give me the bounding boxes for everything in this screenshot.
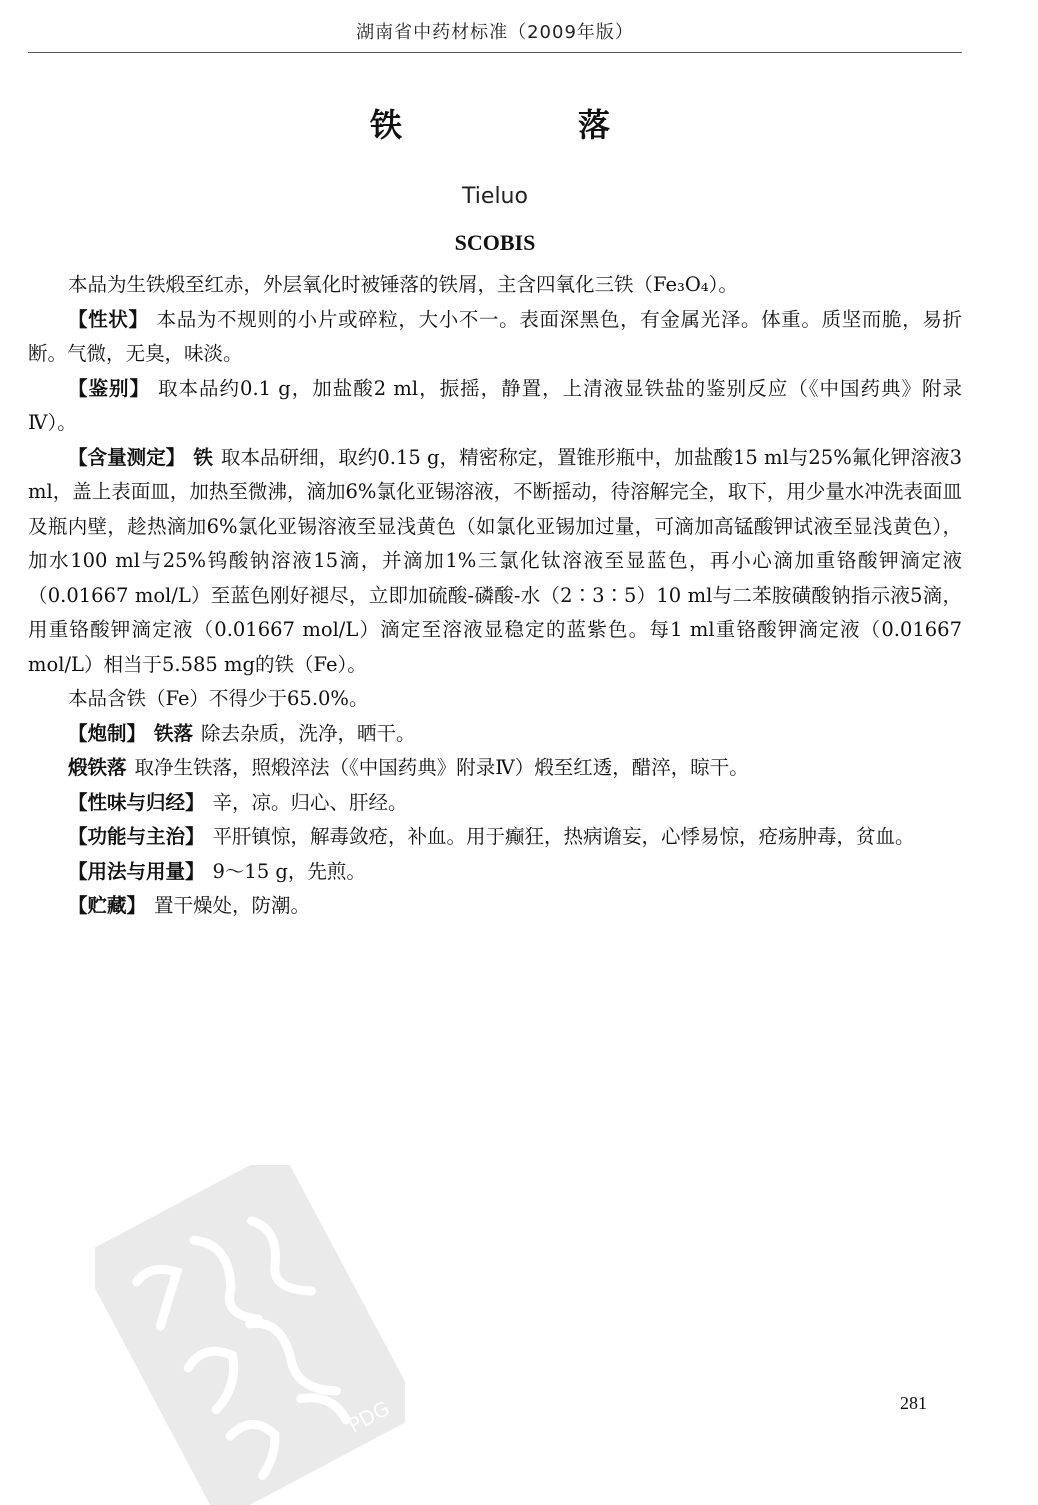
section-label: 【贮藏】 bbox=[68, 894, 147, 917]
section-label: 【鉴别】 bbox=[68, 376, 151, 400]
section-sublabel: 铁 bbox=[193, 445, 213, 469]
page-number: 281 bbox=[900, 1393, 927, 1413]
section-label: 【炮制】 bbox=[68, 721, 147, 745]
section-duantieluo bbox=[28, 751, 962, 786]
section-paozhi bbox=[28, 717, 962, 752]
section-label: 【用法与用量】 bbox=[68, 859, 205, 883]
section-zhucang bbox=[28, 889, 962, 924]
section-label: 【含量测定】 bbox=[68, 445, 186, 469]
intro-paragraph: 本品为生铁煅至红赤，外层氧化时被锤落的铁屑，主含四氧化三铁（Fe₃O₄）。 bbox=[68, 273, 738, 296]
section-xingwei bbox=[28, 786, 962, 821]
running-header: 湖南省中药材标准（2009年版） bbox=[356, 22, 634, 43]
header-rule bbox=[28, 52, 962, 53]
section-text: 辛，凉。归心、肝经。 bbox=[212, 790, 408, 814]
section-text: 除去杂质，洗净，晒干。 bbox=[201, 721, 416, 745]
section-hanliang bbox=[28, 441, 962, 683]
section-jianbie bbox=[28, 372, 962, 441]
section-label: 【功能与主治】 bbox=[68, 825, 205, 848]
section-text: 本品为不规则的小片或碎粒，大小不一。表面深黑色，有金属光泽。体重。质坚而脆，易折断。气微，无臭，味淡。 bbox=[28, 307, 962, 365]
content-limit: 本品含铁（Fe）不得少于65.0%。 bbox=[68, 687, 369, 710]
pinyin-name: Tieluo bbox=[462, 184, 528, 209]
section-text: 平肝镇惊，解毒敛疮，补血。用于癫狂，热病谵妄，心悸易惊，疮疡肿毒，贫血。 bbox=[212, 825, 915, 848]
section-text: 置干燥处，防潮。 bbox=[154, 894, 311, 917]
section-sublabel: 铁落 bbox=[154, 721, 194, 745]
section-gongneng bbox=[28, 820, 962, 855]
section-label: 【性状】 bbox=[68, 307, 149, 331]
page-title: 铁 落 bbox=[369, 106, 682, 144]
section-text: 取本品研细，取约0.15 g，精密称定，置锥形瓶中，加盐酸15 ml与25%氟化钾溶液3 ml，盖上表面皿，加热至微沸，滴加6%氯化亚锡溶液，不断摇动，待溶解完全，取下，用少量水冲洗表面皿及瓶内壁，趁热滴加6%氯化亚锡溶液至显浅黄色（如氯化亚锡加过量，可滴加高锰酸钾试液至显浅黄色），加水100 ml与25%钨酸钠溶液15滴，并滴加1%三氯化钛溶液至显蓝色，再小心滴加重铬酸钾滴定液（0.01667 mol/L）至蓝色刚好褪尽，立即加硫酸-磷酸-水（2∶3∶5）10 ml与二苯胺磺酸钠指示液5滴，用重铬酸钾滴定液（0.01667 mol/L）滴定至溶液显稳定的蓝紫色。每1 ml重铬酸钾滴定液（0.01667 mol/L）相当于5.585 mg的铁（Fe）。 bbox=[28, 445, 962, 676]
section-yongfa bbox=[28, 855, 962, 890]
section-text: 取净生铁落，照煅淬法（《中国药典》附录Ⅳ）煅至红透，醋淬，晾干。 bbox=[134, 756, 749, 779]
section-sublabel: 煅铁落 bbox=[68, 756, 127, 779]
section-xingzhuang bbox=[28, 303, 962, 372]
section-text: 取本品约0.1 g，加盐酸2 ml，振摇，静置，上清液显铁盐的鉴别反应（《中国药典》附录Ⅳ）。 bbox=[28, 376, 962, 434]
latin-name: SCOBIS bbox=[454, 230, 536, 255]
section-text: 9～15 g，先煎。 bbox=[212, 859, 366, 883]
section-label: 【性味与归经】 bbox=[68, 790, 205, 814]
monograph-body bbox=[28, 268, 962, 924]
seal-watermark bbox=[95, 1165, 405, 1505]
seal-label: PDG bbox=[344, 1396, 394, 1438]
